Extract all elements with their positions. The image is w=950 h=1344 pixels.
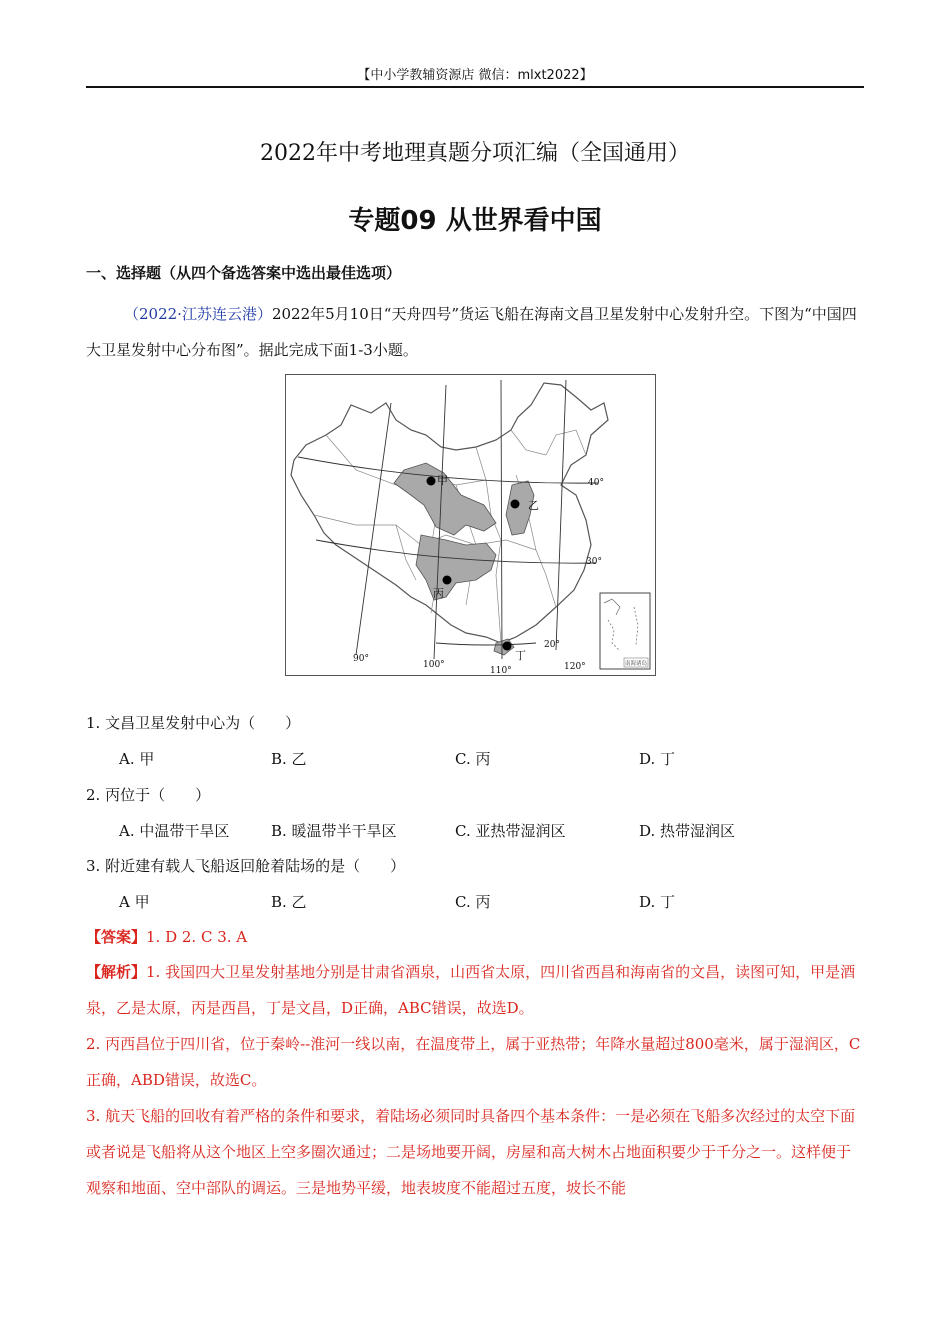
document-subtitle: 专题09 从世界看中国 — [348, 206, 602, 236]
map-figure — [286, 375, 654, 674]
lon-label-100: 100° — [423, 660, 445, 670]
question-2-option-d: D. 热带湿润区 — [639, 822, 736, 840]
question-3-option-d: D. 丁 — [639, 893, 676, 911]
lat-label-20: 20° — [544, 640, 560, 650]
launch-point-yi — [511, 500, 520, 509]
map-label-ding: 丁 — [515, 649, 526, 662]
answer-tag: 【答案】 — [86, 928, 147, 946]
document-title: 2022年中考地理真题分项汇编（全国通用） — [260, 141, 690, 166]
lon-label-120: 120° — [564, 662, 586, 672]
launch-point-bing — [443, 576, 452, 585]
china-satellite-launch-map — [285, 374, 656, 676]
question-1-option-d: D. 丁 — [639, 750, 676, 768]
question-1-option-a: A. 甲 — [119, 750, 155, 768]
lon-label-90: 90° — [353, 654, 369, 664]
question-2-option-a: A. 中温带干旱区 — [119, 822, 230, 840]
question-source: （2022·江苏连云港） — [124, 305, 272, 323]
inset-label: 南海诸岛 — [625, 661, 648, 667]
map-label-bing: 丙 — [433, 587, 444, 600]
question-3-option-a: A 甲 — [119, 893, 150, 911]
south-china-sea-inset — [600, 593, 650, 669]
answer-text: 1. D 2. C 3. A — [146, 928, 248, 946]
question-3-option-c: C. 丙 — [455, 893, 491, 911]
question-1-option-c: C. 丙 — [455, 750, 491, 768]
question-intro — [86, 296, 864, 368]
header-divider — [86, 86, 864, 88]
analysis-text-1: 1. 我国四大卫星发射基地分别是甘肃省酒泉，山西省太原，四川省西昌和海南省的文昌，读图可知，甲是酒泉，乙是太原，丙是西昌，丁是文昌，D正确，ABC错误，故选D。 — [86, 963, 856, 1017]
lat-label-30: 30° — [586, 557, 602, 567]
section-heading: 一、选择题（从四个备选答案中选出最佳选项） — [86, 264, 402, 282]
question-1-option-b: B. 乙 — [271, 750, 307, 768]
analysis-paragraph-2: 2. 丙西昌位于四川省，位于秦岭--淮河一线以南，在温度带上，属于亚热带；年降水量超过800毫米，属于湿润区，C正确，ABD错误，故选C。 — [86, 1035, 861, 1089]
lon-label-110: 110° — [490, 666, 512, 674]
answer-line — [86, 926, 247, 947]
analysis-tag: 【解析】 — [86, 963, 147, 981]
map-label-yi: 乙 — [528, 499, 539, 512]
launch-point-ding — [503, 642, 512, 651]
analysis-paragraph-1 — [86, 954, 864, 1026]
analysis-paragraph-3: 3. 航天飞船的回收有着严格的条件和要求，着陆场必须同时具备四个基本条件：一是必须在飞船多次经过的太空下面或者说是飞船将从这个地区上空多圈次通过；二是场地要开阔，房屋和高大树木占地面积要少于千分之一。这样便于观察和地面、空中部队的调运。三是地势平缓，地表坡度不能超过五度，坡长不能 — [86, 1107, 856, 1197]
lat-label-40: 40° — [588, 478, 604, 488]
page-header: 【中小学教辅资源店 微信：mlxt2022】 — [357, 68, 593, 83]
question-2-option-c: C. 亚热带湿润区 — [455, 822, 566, 840]
map-label-jia: 甲 — [437, 474, 448, 487]
question-1-stem: 1. 文昌卫星发射中心为（ ） — [86, 714, 301, 732]
question-3-stem: 3. 附近建有载人飞船返回舱着陆场的是（ ） — [86, 857, 406, 875]
question-2-option-b: B. 暖温带半干旱区 — [271, 822, 397, 840]
question-3-option-b: B. 乙 — [271, 893, 307, 911]
launch-point-jia — [427, 477, 436, 486]
question-intro-text: 2022年5月10日“天舟四号”货运飞船在海南文昌卫星发射中心发射升空。下图为“中国四大卫星发射中心分布图”。据此完成下面1-3小题。 — [86, 305, 857, 359]
question-2-stem: 2. 丙位于（ ） — [86, 786, 211, 804]
